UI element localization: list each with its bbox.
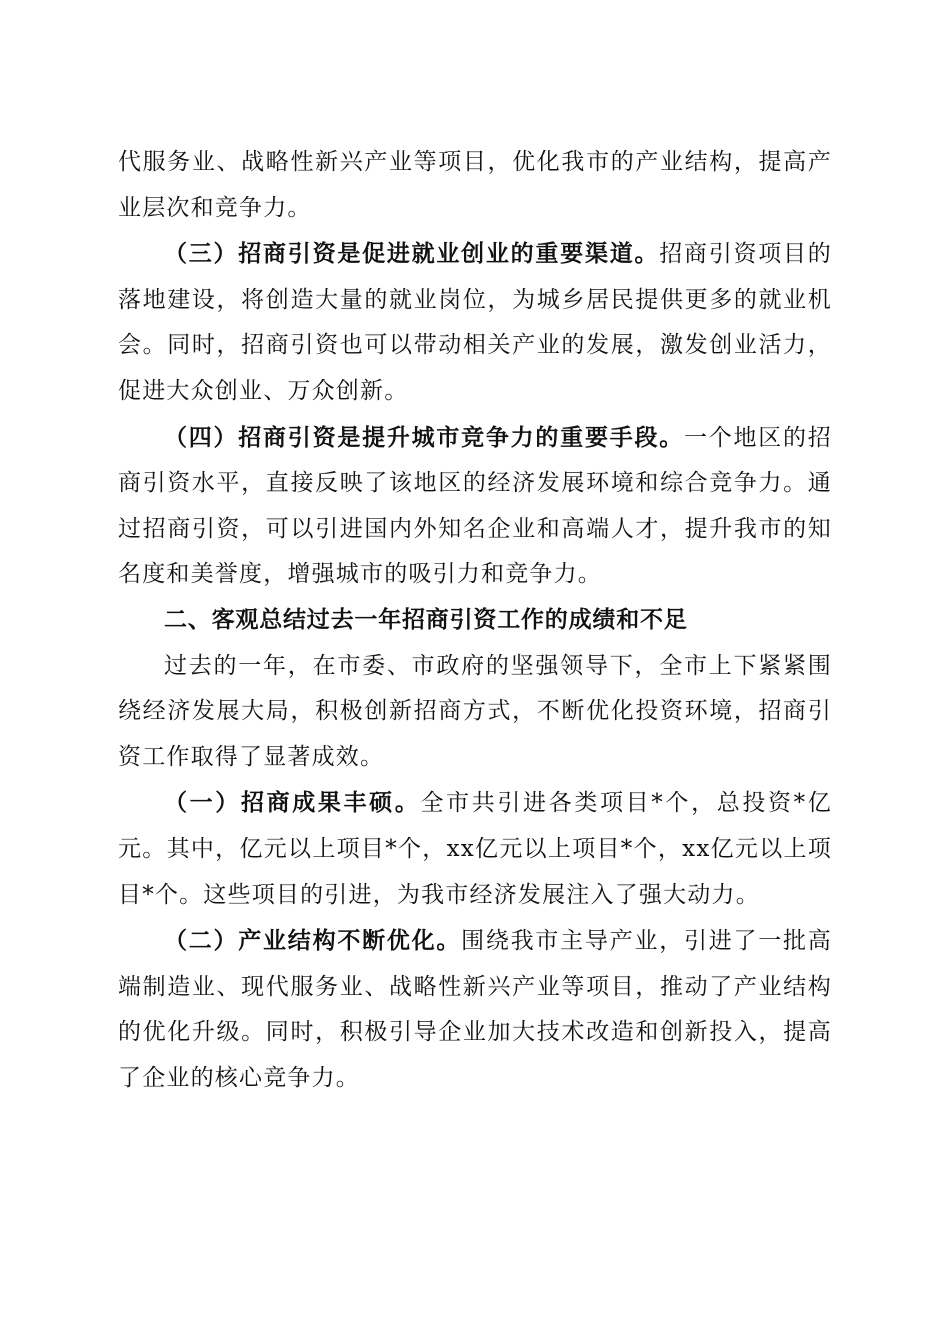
paragraph-lead: （四）招商引资是提升城市竞争力的重要手段。: [164, 423, 684, 451]
paragraph-section-3: [118, 231, 832, 414]
paragraph-lead: （三）招商引资是促进就业创业的重要渠道。: [164, 240, 660, 268]
paragraph-achievement-1: [118, 780, 832, 918]
paragraph-lead: （二）产业结构不断优化。: [164, 927, 462, 955]
paragraph-text: 一个地区的招商引资水平，直接反映了该地区的经济发展环境和综合竞争力。通过招商引资，可以引进国内外知名企业和高端人才，提升我市的知名度和美誉度，增强城市的吸引力和竞争力。: [118, 424, 833, 588]
paragraph-text: 围绕我市主导产业，引进了一批高端制造业、现代服务业、战略性新兴产业等项目，推动了产业结构的优化升级。同时，积极引导企业加大技术改造和创新投入，提高了企业的核心竞争力。: [118, 928, 832, 1091]
paragraph-achievement-2: [118, 918, 832, 1101]
paragraph-text: 招商引资项目的落地建设，将创造大量的就业岗位，为城乡居民提供更多的就业机会。同时，招商引资也可以带动相关产业的发展，激发创业活力，促进大众创业、万众创新。: [118, 241, 833, 404]
paragraph-continuation: [118, 140, 832, 231]
paragraph-lead: （一）招商成果丰硕。: [164, 789, 421, 817]
paragraph-text: 过去的一年，在市委、市政府的坚强领导下，全市上下紧紧围绕经济发展大局，积极创新招商方式，不断优化投资环境，招商引资工作取得了显著成效。: [118, 652, 832, 770]
paragraph-section-4: [118, 415, 832, 598]
paragraph-text: 代服务业、战略性新兴产业等项目，优化我市的产业结构，提高产业层次和竞争力。: [118, 149, 832, 221]
paragraph-intro: [118, 644, 832, 781]
paragraph-text: 全市共引进各类项目*个，总投资*亿元。其中，亿元以上项目*个，xx亿元以上项目*个，xx亿元以上项目*个。这些项目的引进，为我市经济发展注入了强大动力。: [118, 790, 833, 908]
section-heading: 二、客观总结过去一年招商引资工作的成绩和不足: [164, 606, 688, 633]
document-page: [118, 140, 832, 1101]
